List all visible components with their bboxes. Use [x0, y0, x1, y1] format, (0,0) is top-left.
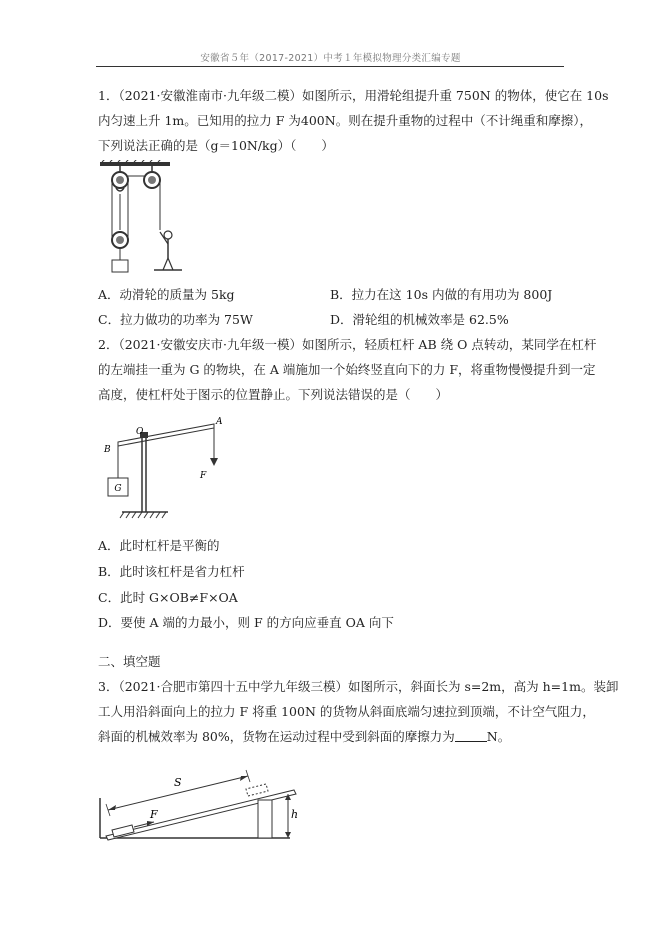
q1-stem-line-2: 内匀速上升 1m。已知用的拉力 F 为400N。则在提升重物的过程中（不计绳重和摩擦）， — [98, 113, 592, 128]
q2-stem-line-1: 2．（2021·安徽安庆市·九年级一模）如图所示，轻质杠杆 AB 绕 O 点转动，某同学在杠杆 — [98, 337, 597, 352]
q2-option-c: C．此时 G×OB≠F×OA — [98, 590, 238, 605]
q3-label-s: S — [174, 776, 182, 789]
q3-answer-blank[interactable] — [455, 729, 487, 742]
q3-incline-figure — [98, 758, 308, 850]
page-header: 安徽省５年（2017-2021）中考１年模拟物理分类汇编专题 — [200, 53, 461, 64]
q3-label-h: h — [291, 808, 299, 821]
q2-label-g: G — [114, 484, 122, 494]
q2-option-d: D．要使 A 端的力最小，则 F 的方向应垂直 OA 向下 — [98, 615, 394, 630]
q1-option-d: D．滑轮组的机械效率是 62.5% — [330, 312, 509, 327]
q3-label-f: F — [150, 808, 158, 821]
q1-option-b: B．拉力在这 10s 内做的有用功为 800J — [330, 287, 553, 302]
q2-option-b: B．此时该杠杆是省力杠杆 — [98, 564, 245, 579]
q3-stem-line-3 — [98, 729, 510, 745]
q1-option-a: A．动滑轮的质量为 5kg — [98, 287, 235, 302]
q2-label-f: F — [200, 471, 207, 481]
q2-label-b: B — [104, 445, 111, 455]
q1-stem-line-3: 下列说法正确的是（g＝10N/kg）（ ） — [98, 138, 334, 153]
q3-stem-line-2: 工人用沿斜面向上的拉力 F 将重 100N 的货物从斜面底端匀速拉到顶端，不计空气阻力， — [98, 704, 595, 719]
q2-stem-line-3: 高度，使杠杆处于图示的位置静止。下列说法错误的是（ ） — [98, 387, 449, 402]
section-title-fill-in: 二、填空题 — [98, 654, 161, 669]
q3-line-3-unit: N。 — [486, 729, 511, 744]
q1-option-c: C．拉力做功的功率为 75W — [98, 312, 253, 327]
q2-lever-figure — [96, 414, 226, 524]
q3-line-3-text: 斜面的机械效率为 80%，货物在运动过程中受到斜面的摩擦力为 — [98, 729, 455, 744]
q3-stem-line-1: 3．（2021·合肥市第四十五中学九年级三模）如图所示，斜面长为 s=2m，高为 h=1m。装卸 — [98, 679, 619, 694]
q2-label-o: O — [136, 427, 144, 437]
q1-stem-line-1: 1．（2021·安徽淮南市·九年级二模）如图所示，用滑轮组提升重 750N 的物体，使它在 10s — [98, 88, 609, 103]
q2-stem-line-2: 的左端挂一重为 G 的物块，在 A 端施加一个始终竖直向下的力 F，将重物慢慢提升到一定 — [98, 362, 596, 377]
q1-pulley-figure — [96, 160, 196, 275]
q2-option-a: A．此时杠杆是平衡的 — [98, 538, 220, 553]
q2-label-a: A — [216, 417, 223, 427]
header-divider — [96, 66, 564, 67]
